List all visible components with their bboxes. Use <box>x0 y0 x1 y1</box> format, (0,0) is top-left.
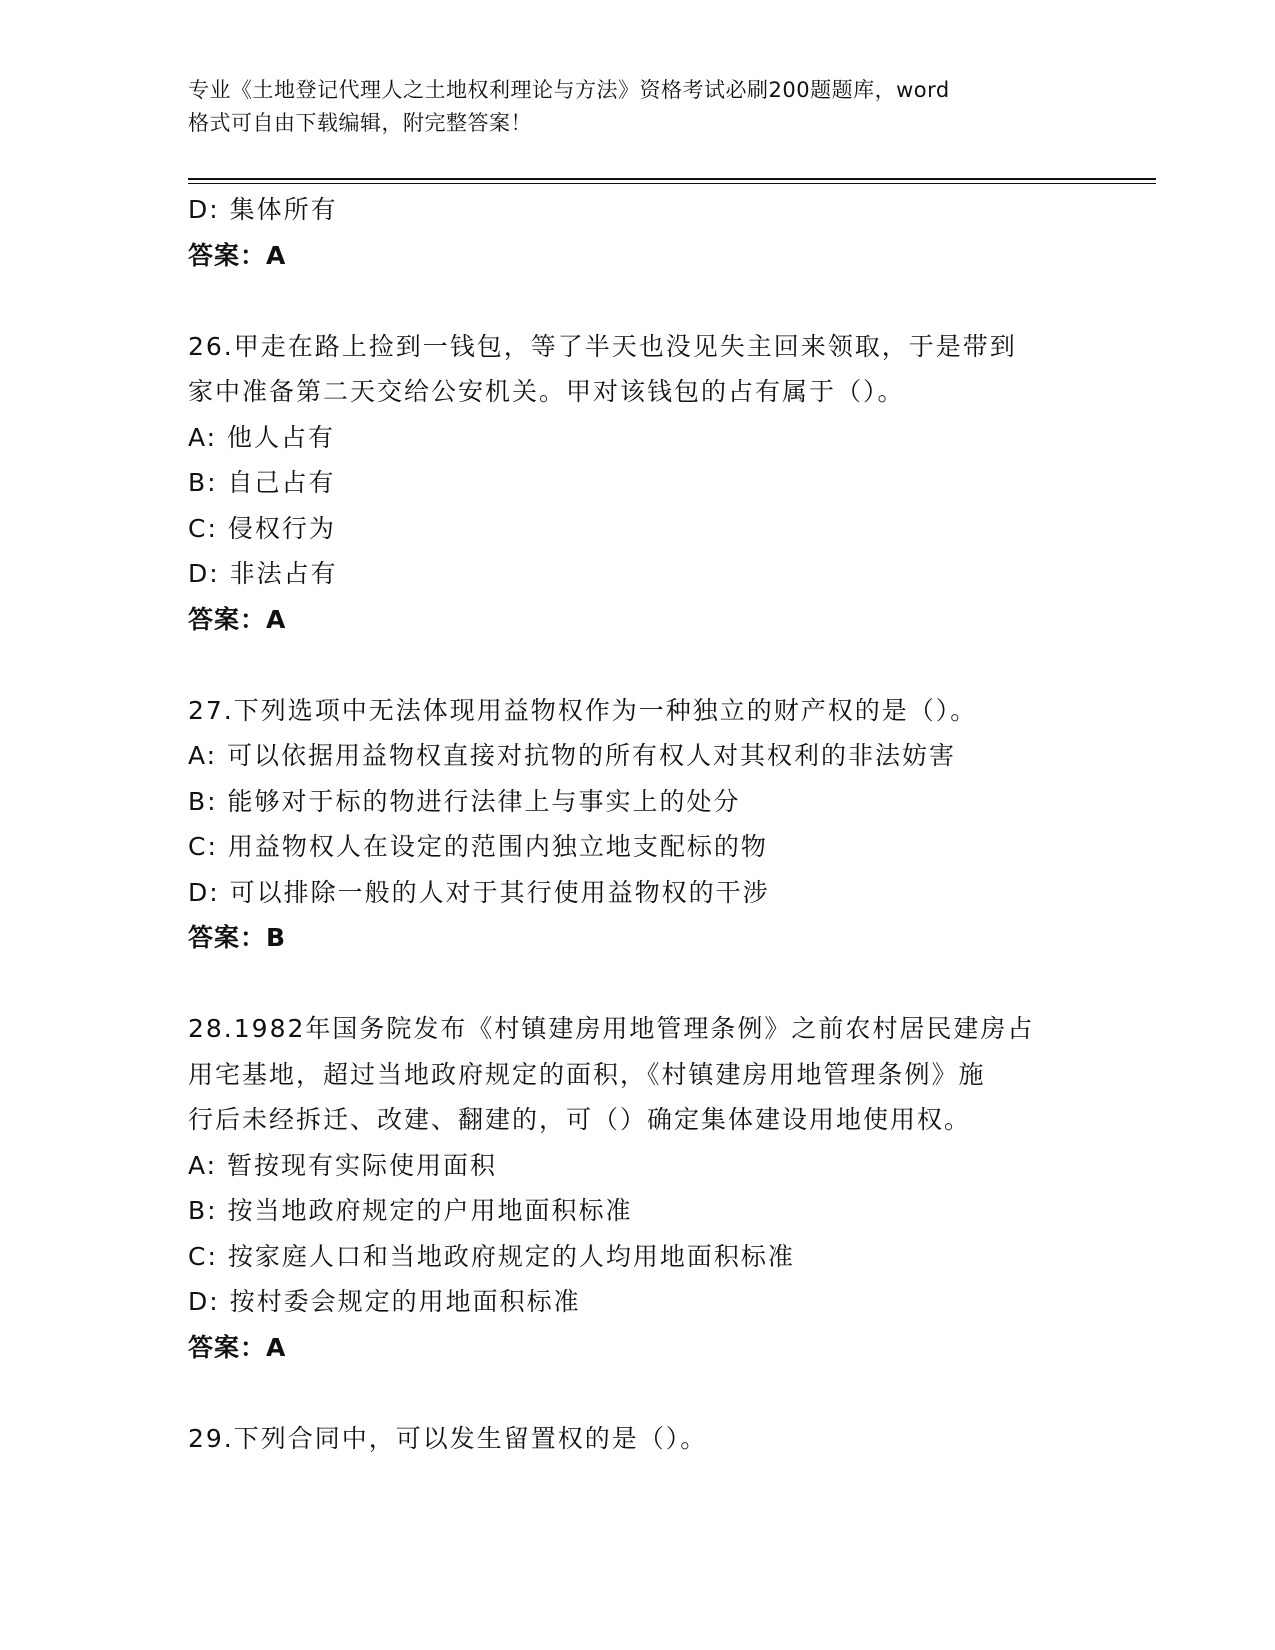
spacer <box>188 642 1088 688</box>
question-stem-line: 家中准备第二天交给公安机关。甲对该钱包的占有属于（）。 <box>188 377 905 406</box>
option-d: D: 非法占有 <box>188 559 338 588</box>
prev-option-d: D: 集体所有 <box>188 195 338 224</box>
question-27 <box>188 688 1088 961</box>
header-rule-thick <box>188 178 1156 180</box>
answer: 答案：B <box>188 923 287 952</box>
spacer <box>188 1370 1088 1416</box>
answer: 答案：A <box>188 604 287 634</box>
question-28 <box>188 1006 1088 1370</box>
question-stem-line: 26.甲走在路上捡到一钱包，等了半天也没见失主回来领取，于是带到 <box>188 331 1017 361</box>
header-line-1: 专业《土地登记代理人之土地权利理论与方法》资格考试必刷200题题库，word <box>188 78 950 102</box>
answer: 答案：A <box>188 1332 287 1362</box>
option-c: C: 用益物权人在设定的范围内独立地支配标的物 <box>188 832 768 861</box>
question-stem-line: 用宅基地，超过当地政府规定的面积，《村镇建房用地管理条例》施 <box>188 1059 986 1089</box>
question-list <box>188 187 1088 1461</box>
question-stem-line: 行后未经拆迁、改建、翻建的，可（）确定集体建设用地使用权。 <box>188 1105 972 1134</box>
option-b: B: 按当地政府规定的户用地面积标准 <box>188 1196 633 1225</box>
question-26 <box>188 324 1088 643</box>
spacer <box>188 961 1088 1007</box>
option-b: B: 能够对于标的物进行法律上与事实上的处分 <box>188 786 741 816</box>
header-line-2: 格式可自由下载编辑，附完整答案！ <box>188 111 532 135</box>
option-c: C: 按家庭人口和当地政府规定的人均用地面积标准 <box>188 1241 795 1271</box>
option-a: A: 他人占有 <box>188 422 336 452</box>
question-stem-line: 28.1982年国务院发布《村镇建房用地管理条例》之前农村居民建房占 <box>188 1014 1035 1043</box>
spacer <box>188 278 1088 324</box>
option-a: A: 可以依据用益物权直接对抗物的所有权人对其权利的非法妨害 <box>188 741 957 770</box>
prev-answer: 答案：A <box>188 240 287 270</box>
document-header <box>188 74 1088 140</box>
question-stem-line: 27.下列选项中无法体现用益物权作为一种独立的财产权的是（）。 <box>188 695 978 725</box>
option-d: D: 可以排除一般的人对于其行使用益物权的干涉 <box>188 877 770 907</box>
option-c: C: 侵权行为 <box>188 513 336 543</box>
option-b: B: 自己占有 <box>188 468 336 497</box>
question-29 <box>188 1416 1088 1462</box>
option-a: A: 暂按现有实际使用面积 <box>188 1150 498 1180</box>
header-rule-thin <box>188 183 1156 184</box>
option-d: D: 按村委会规定的用地面积标准 <box>188 1287 581 1316</box>
question-stem-line: 29.下列合同中，可以发生留置权的是（）。 <box>188 1423 708 1453</box>
